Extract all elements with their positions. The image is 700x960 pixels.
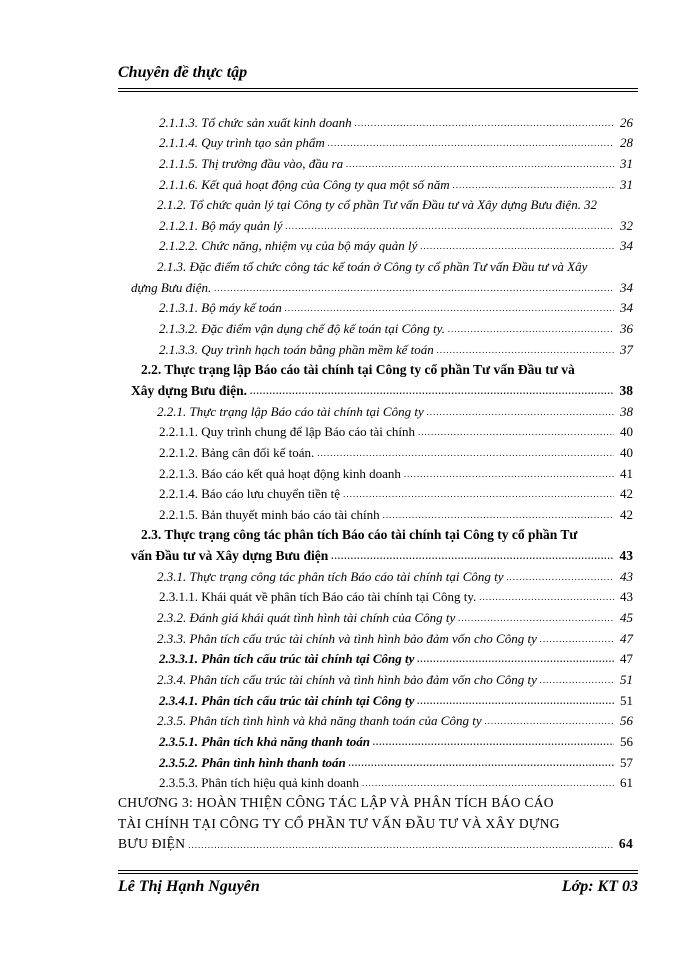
toc-entry[interactable]: 2.1.3.3. Quy trình hạch toán bằng phần mềm kế toán ..... 37	[131, 339, 633, 360]
toc-page: 40	[620, 424, 633, 440]
toc-page: 32	[583, 197, 597, 213]
toc-page: 26	[620, 114, 633, 130]
toc-section-line2[interactable]: vấn Đầu tư và Xây dựng Bưu điện ..... 43	[131, 545, 633, 566]
footer-author: Lê Thị Hạnh Nguyên	[118, 878, 260, 895]
toc-chapter-line1[interactable]: CHƯƠNG 3: HOÀN THIỆN CÔNG TÁC LẬP VÀ PHÂN TÍCH BÁO CÁO	[118, 795, 554, 811]
toc-page: 37	[620, 341, 633, 357]
toc-page: 43	[620, 589, 633, 605]
toc-entry[interactable]: 2.3.1. Thực trạng công tác phân tích Báo cáo tài chính tại Công ty ..... 43	[131, 566, 633, 587]
toc-page: 40	[620, 444, 633, 460]
toc-entry[interactable]: 2.3.3. Phân tích cấu trúc tài chính và tình hình bảo đảm vốn cho Công ty ..... 47	[131, 628, 633, 649]
toc-page: 34	[620, 279, 633, 295]
toc-page: 34	[620, 300, 633, 316]
toc-page: 42	[620, 506, 633, 522]
toc-page: 32	[620, 217, 633, 233]
toc-entry[interactable]: 2.3.3.1. Phân tích cấu trúc tài chính tại Công ty ..... 47	[131, 649, 633, 670]
toc-chapter-line2[interactable]: TÀI CHÍNH TẠI CÔNG TY CỔ PHẦN TƯ VẤN ĐẦU TƯ VÀ XÂY DỰNG	[118, 815, 560, 831]
toc-entry[interactable]: 2.3.5.3. Phân tích hiệu quả kinh doanh ..... 61	[131, 773, 633, 794]
toc-entry[interactable]: 2.3.5.2. Phân tình hình thanh toán ..... 57	[131, 752, 633, 773]
toc-page: 51	[620, 692, 633, 708]
toc-section-line1[interactable]: 2.3. Thực trạng công tác phân tích Báo cáo tài chính tại Công ty cổ phần Tư	[141, 527, 578, 543]
header-title: Chuyên đề thực tập	[118, 64, 248, 81]
toc-entry[interactable]: 2.2.1.4. Báo cáo lưu chuyển tiền tệ ..... 42	[131, 484, 633, 505]
toc-entry[interactable]: 2.2.1. Thực trạng lập Báo cáo tài chính tại Công ty ..... 38	[131, 401, 633, 422]
toc-section-line2[interactable]: Xây dựng Bưu điện. ..... 38	[131, 380, 633, 401]
toc-entry[interactable]: 2.3.4. Phân tích cấu trúc tài chính và tình hình bảo đảm vốn cho Công ty ..... 51	[131, 669, 633, 690]
footer-rule	[118, 870, 638, 871]
toc-entry[interactable]: 2.2.1.5. Bản thuyết minh báo cáo tài chính ..... 42	[131, 504, 633, 525]
toc-chapter-line3[interactable]: BƯU ĐIỆN ..... 64	[118, 834, 633, 855]
toc-entry[interactable]: 2.1.3.2. Đặc điểm vận dụng chế độ kế toán tại Công ty. ..... 36	[131, 318, 633, 339]
toc-entry[interactable]: 2.2.1.1. Quy trình chung để lập Báo cáo tài chính ..... 40	[131, 422, 633, 443]
header-rule-2	[118, 91, 638, 92]
toc-entry[interactable]: 2.1.2.1. Bộ máy quản lý ..... 32	[131, 215, 633, 236]
toc-entry[interactable]: 2.1.3.1. Bộ máy kế toán ..... 34	[131, 298, 633, 319]
toc-page: 45	[620, 610, 633, 626]
toc-entry[interactable]: 2.3.5.1. Phân tích khả năng thanh toán ..... 56	[131, 731, 633, 752]
toc-entry[interactable]: 2.2.1.2. Bảng cân đối kế toán. ..... 40	[131, 442, 633, 463]
toc-entry-line1[interactable]: 2.1.3. Đặc điểm tổ chức công tác kế toán ở Công ty cổ phần Tư vấn Đầu tư và Xây	[157, 259, 588, 275]
header-rule	[118, 88, 638, 89]
toc-page: 36	[620, 321, 633, 337]
toc-entry[interactable]: 2.1.1.4. Quy trình tạo sản phẩm ..... 28	[131, 133, 633, 154]
footer-class: Lớp: KT 03	[561, 878, 638, 895]
toc-entry[interactable]: 2.1.1.3. Tổ chức sản xuất kinh doanh ..... 26	[131, 112, 633, 133]
toc-page: 61	[620, 775, 633, 791]
toc-page: 57	[620, 754, 633, 770]
toc-entry[interactable]: 2.1.2.2. Chức năng, nhiệm vụ của bộ máy quản lý ..... 34	[131, 236, 633, 257]
toc-page: 56	[620, 733, 633, 749]
footer-rule-2	[118, 873, 638, 874]
toc-entry[interactable]: 2.3.5. Phân tích tình hình và khả năng thanh toán của Công ty ..... 56	[131, 711, 633, 732]
toc-page: 42	[620, 486, 633, 502]
toc-page: 43	[619, 548, 633, 564]
toc-page: 28	[620, 135, 633, 151]
toc-page: 41	[620, 465, 633, 481]
toc-entry[interactable]: 2.3.1.1. Khái quát về phân tích Báo cáo tài chính tại Công ty. ..... 43	[131, 587, 633, 608]
toc-page: 56	[620, 713, 633, 729]
toc-page: 34	[620, 238, 633, 254]
toc-entry[interactable]: 2.3.4.1. Phân tích cấu trúc tài chính tại Công ty ..... 51	[131, 690, 633, 711]
toc-entry[interactable]: 2.1.1.6. Kết quả hoạt động của Công ty qua một số năm ..... 31	[131, 174, 633, 195]
toc-entry-line2[interactable]: dựng Bưu điện. ..... 34	[131, 277, 633, 298]
toc-page: 31	[620, 176, 633, 192]
toc-entry[interactable]: 2.2.1.3. Báo cáo kết quả hoạt động kinh doanh ..... 41	[131, 463, 633, 484]
toc-page: 64	[618, 836, 633, 852]
toc-section-line1[interactable]: 2.2. Thực trạng lập Báo cáo tài chính tại Công ty cổ phần Tư vấn Đầu tư và	[141, 362, 575, 378]
toc-page: 31	[620, 155, 633, 171]
toc-entry[interactable]: 2.1.1.5. Thị trường đầu vào, đầu ra ..... 31	[131, 153, 633, 174]
toc-entry[interactable]: 2.3.2. Đánh giá khái quát tình hình tài chính của Công ty ..... 45	[131, 607, 633, 628]
table-of-contents	[118, 112, 633, 855]
toc-page: 38	[620, 403, 633, 419]
toc-entry[interactable]: 2.1.2. Tổ chức quản lý tại Công ty cổ phần Tư vấn Đầu tư và Xây dựng Bưu điện. 32	[131, 195, 633, 216]
toc-page: 51	[620, 671, 633, 687]
toc-page: 47	[620, 651, 633, 667]
toc-page: 38	[619, 382, 633, 398]
toc-page: 47	[620, 630, 633, 646]
toc-page: 43	[620, 568, 633, 584]
